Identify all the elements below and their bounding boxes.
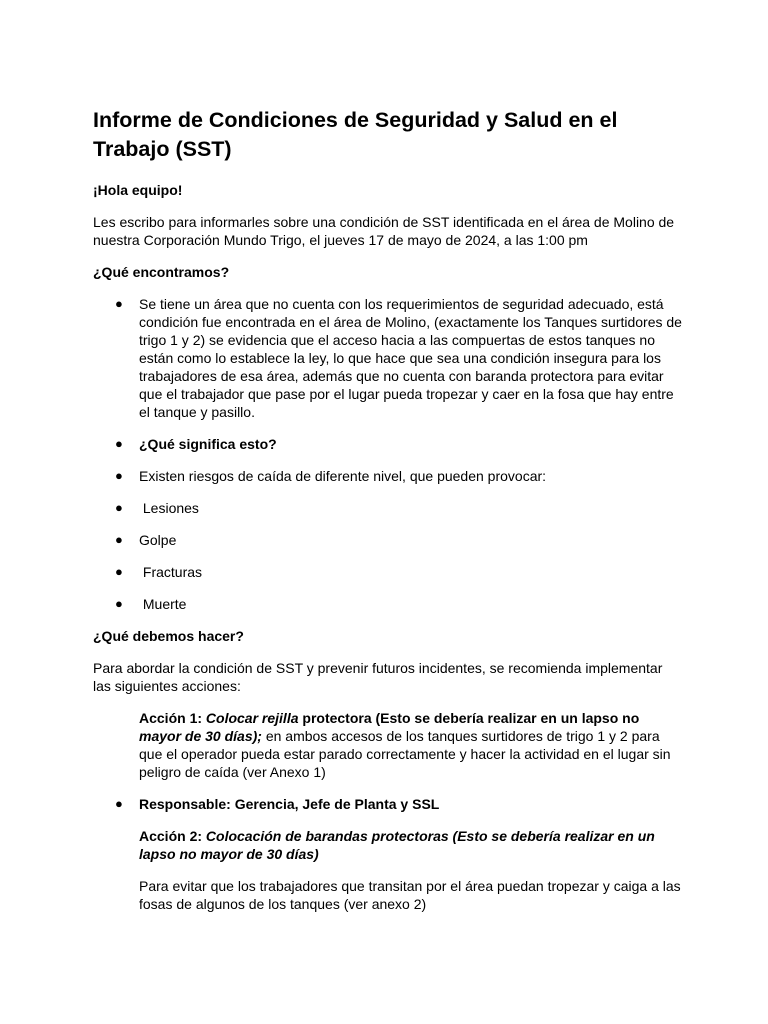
action1-label: Acción 1:: [139, 710, 206, 726]
risk-item: [93, 595, 683, 613]
risks-intro-text: Existen riesgos de caída de diferente nivel, que pueden provocar:: [139, 468, 547, 484]
actions-heading: ¿Qué debemos hacer?: [93, 628, 244, 644]
action2-paragraph: [139, 827, 683, 863]
bullet-icon: ●: [115, 468, 123, 483]
bullet-icon: ●: [115, 436, 123, 451]
bullet-icon: ●: [115, 500, 123, 515]
action2-text: Para evitar que los trabajadores que transitan por el área puedan tropezar y caiga a las fosas de algunos de los tanques (ver anexo 2): [139, 878, 681, 912]
risk-text: Fracturas: [139, 564, 203, 580]
responsible-item: [93, 795, 683, 813]
intro-paragraph: Les escribo para informarles sobre una condición de SST identificada en el área de Molino de nuestra Corporación Mundo Trigo, el jueves 17 de mayo de 2024, a las 1:00 pm: [93, 214, 675, 248]
risk-item: [93, 499, 683, 517]
risk-text: Muerte: [139, 596, 187, 612]
risk-item: [93, 563, 683, 581]
risk-item: [93, 531, 683, 549]
action2-label: Acción 2:: [139, 828, 206, 844]
bullet-icon: ●: [115, 296, 123, 311]
meaning-heading: ¿Qué significa esto?: [139, 436, 277, 452]
findings-list: [93, 295, 683, 613]
action1-italic2: mayor de 30 días);: [139, 728, 262, 744]
action2-italic: Colocación de barandas protectoras (Esto se debería realizar en un lapso no mayor de 30 días): [139, 828, 655, 862]
responsible-list: [93, 795, 683, 813]
action1-paragraph: [139, 709, 683, 781]
finding-text: Se tiene un área que no cuenta con los requerimientos de seguridad adecuado, está condición fue encontrada en el área de Molino, (exactamente los Tanques surtidores de trigo 1 y 2) se evidencia que el acceso hacia a las compuertas de estos tanques no están como lo establece la ley, lo que hace que sea una condición insegura para los trabajadores de esa área, además que no cuenta con baranda protectora para evitar que el trabajador que pase por el lugar pueda tropezar y caer en la fosa que hay entre el tanque y pasillo.: [139, 296, 682, 420]
bullet-icon: ●: [115, 532, 123, 547]
meaning-item: [93, 435, 683, 453]
bullet-icon: ●: [115, 596, 123, 611]
recommend-intro: Para abordar la condición de SST y prevenir futuros incidentes, se recomienda implementar las siguientes acciones:: [93, 660, 663, 694]
bullet-icon: ●: [115, 796, 123, 811]
finding-item: [93, 295, 683, 421]
greeting: ¡Hola equipo!: [93, 182, 183, 198]
responsible-text: Responsable: Gerencia, Jefe de Planta y SSL: [139, 796, 440, 812]
risk-text: Golpe: [139, 532, 177, 548]
action1-text: en ambos accesos de los tanques surtidores de trigo 1 y 2 para que el operador pueda estar parado correctamente y hacer la actividad en el lugar sin peligro de caída (ver Anexo 1): [139, 728, 675, 780]
action1-block: [93, 709, 683, 781]
bullet-icon: ●: [115, 564, 123, 579]
findings-heading: ¿Qué encontramos?: [93, 264, 230, 280]
document-page: [93, 106, 683, 927]
risks-intro-item: [93, 467, 683, 485]
action2-block: [93, 827, 683, 913]
action1-italic: Colocar rejilla: [205, 710, 299, 726]
action1-bold: protectora (Esto se debería realizar en un lapso no: [298, 710, 644, 726]
document-title: Informe de Condiciones de Seguridad y Salud en el Trabajo (SST): [93, 108, 618, 161]
risk-text: Lesiones: [139, 500, 199, 516]
